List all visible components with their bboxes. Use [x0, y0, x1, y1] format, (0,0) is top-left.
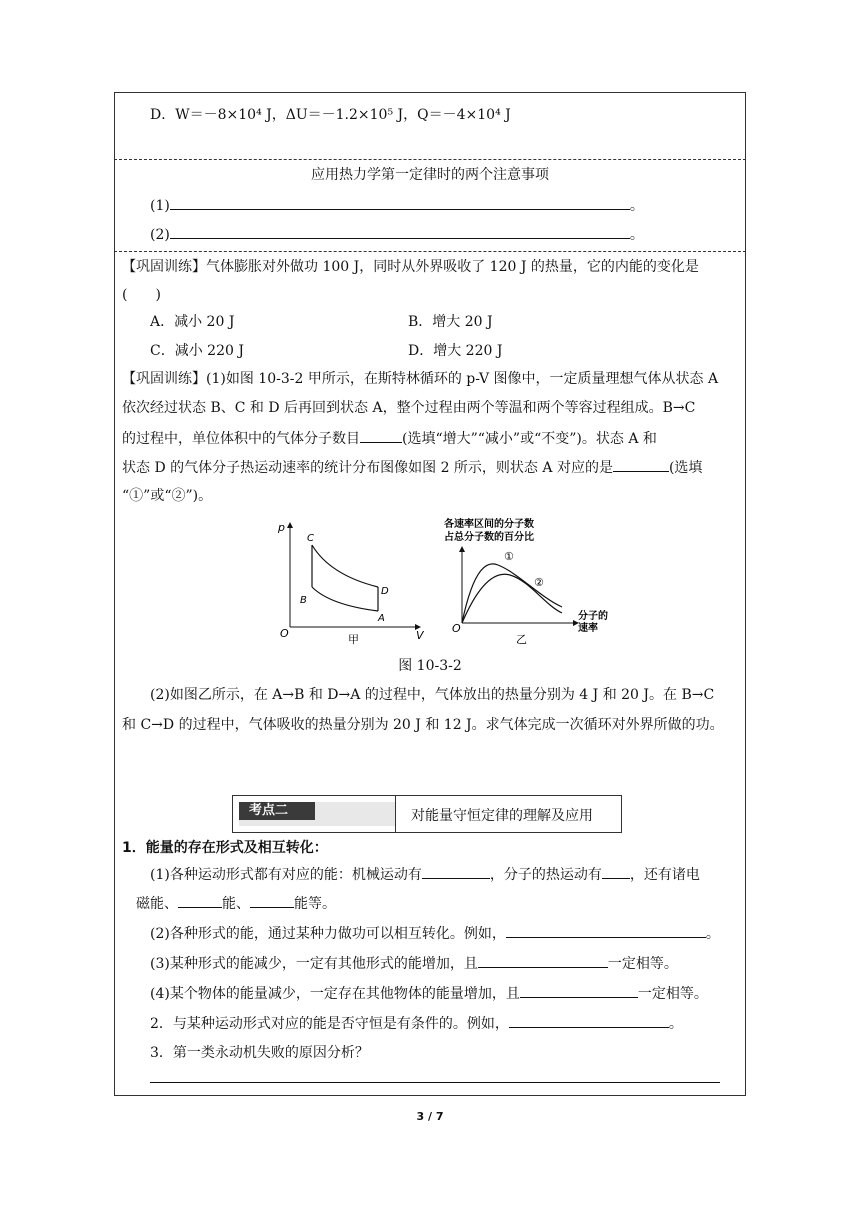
blank-energy-2[interactable]: [250, 893, 294, 908]
label-v: V: [416, 629, 424, 642]
label-b: B: [300, 595, 307, 606]
blank-equal-2[interactable]: [520, 983, 638, 998]
q2-blank-1[interactable]: [360, 428, 402, 443]
label-c: C: [307, 533, 314, 544]
q1-paren: ( ): [122, 287, 161, 303]
sec1-line-4: (3)某种形式的能减少，一定有其他形式的能增加，且 一定相等。: [150, 953, 678, 974]
kaodian-title: 对能量守恒定律的理解及应用: [411, 808, 593, 824]
q2b-line-2: 和 C→D 的过程中，气体吸收的热量分别为 20 J 和 12 J。求气体完成一次循环对外界所做的功。: [122, 717, 724, 733]
kaodian-divider: [395, 796, 396, 832]
speed-distribution-diagram: [440, 515, 630, 645]
option-d-previous: D．W＝－8×10⁴ J，ΔU＝－1.2×10⁵ J，Q＝－4×10⁴ J: [150, 107, 511, 123]
blank-thermal[interactable]: [602, 864, 630, 879]
q1-option-d[interactable]: D．增大 220 J: [408, 343, 503, 359]
notice-title: 应用热力学第一定律时的两个注意事项: [311, 167, 549, 183]
blank-mechanical[interactable]: [422, 864, 490, 879]
q1-option-a[interactable]: A．减小 20 J: [150, 314, 235, 330]
q1-stem: 【巩固训练】气体膨胀对外做功 100 J，同时从外界吸收了 120 J 的热量，它的内能的变化是: [122, 259, 699, 275]
caption-yi: 乙: [516, 633, 527, 645]
q2-line-3: 的过程中，单位体积中的气体分子数目 (选填“增大”“减小”或“不变”)。状态 A 和: [122, 428, 657, 449]
q2-blank-2[interactable]: [613, 457, 669, 472]
x-label-1: 分子的: [578, 611, 608, 622]
kaodian-tag-label: 考点二: [239, 802, 315, 820]
blank-equal-1[interactable]: [478, 953, 608, 968]
q1-option-c[interactable]: C．减小 220 J: [150, 343, 244, 359]
curve-2-label: ②: [534, 576, 544, 589]
q2-line-1: 【巩固训练】(1)如图 10-3-2 甲所示，在斯特林循环的 p-V 图像中，一定质量理想气体从状态 A: [122, 371, 719, 387]
pv-diagram: [270, 515, 430, 645]
kaodian-tag: [239, 802, 395, 826]
q2-line-2: 依次经过状态 B、C 和 D 后再回到状态 A，整个过程由两个等温和两个等容过程组成。B→C: [122, 400, 696, 416]
sec1-line-1: (1)各种运动形式都有对应的能：机械运动有 ，分子的热运动有 ，还有诸电: [150, 864, 700, 885]
answer-line[interactable]: [150, 1082, 720, 1083]
y-label-1: 各速率区间的分子数: [444, 519, 534, 530]
sec1-line-6: 2．与某种运动形式对应的能是否守恒是有条件的。例如， 。: [150, 1013, 683, 1034]
page-number: 3 / 7: [416, 1110, 444, 1123]
caption-jia: 甲: [348, 633, 359, 645]
x-label-2: 速率: [578, 623, 598, 634]
label-d: D: [381, 586, 389, 597]
q2-line-5: “①”或“②”)。: [122, 488, 213, 504]
figure-caption: 图 10-3-2: [398, 658, 462, 674]
blank-example-1[interactable]: [506, 923, 706, 938]
section-1-heading: 1．能量的存在形式及相互转化：: [122, 840, 328, 856]
isotherm-cd: [312, 545, 378, 587]
sec1-line-7: 3．第一类永动机失败的原因分析？: [150, 1045, 369, 1061]
kaodian-header: [232, 795, 622, 833]
q2-line-4: 状态 D 的气体分子热运动速率的统计分布图像如图 2 所示，则状态 A 对应的是 (选填: [122, 457, 702, 478]
label-p: p: [278, 521, 285, 534]
blank-example-2[interactable]: [509, 1013, 669, 1028]
notice-blank-2[interactable]: [170, 224, 630, 239]
notice-item-2: (2) 。: [150, 224, 644, 245]
y-label-2: 占总分子数的百分比: [444, 532, 534, 543]
sec1-line-3: (2)各种形式的能，通过某种力做功可以相互转化。例如， 。: [150, 923, 720, 944]
sec1-line-2: 磁能、 能、 能等。: [136, 893, 336, 914]
notice-item-1: (1) 。: [150, 195, 644, 216]
label-o: O: [280, 627, 289, 640]
isotherm-ba: [312, 587, 378, 611]
q2b-line-1: (2)如图乙所示，在 A→B 和 D→A 的过程中，气体放出的热量分别为 4 J 和 20 J。在 B→C: [150, 687, 715, 703]
label-o2: O: [452, 622, 461, 635]
blank-energy-1[interactable]: [178, 893, 222, 908]
curve-1-label: ①: [504, 550, 514, 563]
q1-option-b[interactable]: B．增大 20 J: [408, 314, 493, 330]
sec1-line-5: (4)某个物体的能量减少，一定存在其他物体的能量增加，且 一定相等。: [150, 983, 708, 1004]
notice-blank-1[interactable]: [170, 195, 630, 210]
label-a: A: [378, 613, 385, 624]
